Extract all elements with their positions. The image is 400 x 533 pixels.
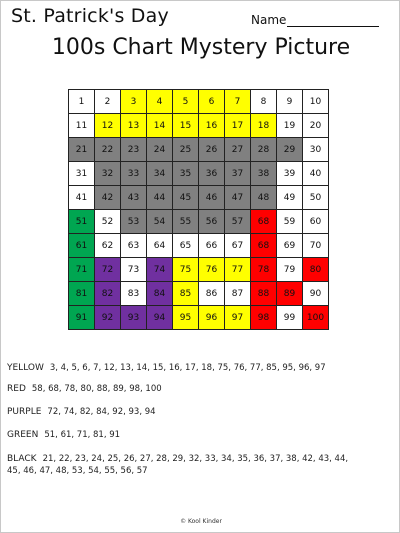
- grid-cell: 54: [147, 210, 173, 234]
- grid-cell: 14: [147, 114, 173, 138]
- grid-cell: 98: [251, 306, 277, 330]
- grid-cell: 74: [147, 258, 173, 282]
- grid-cell: 2: [95, 90, 121, 114]
- grid-cell: 35: [173, 162, 199, 186]
- name-label: Name: [251, 13, 287, 27]
- grid-cell: 73: [121, 258, 147, 282]
- grid-cell: 44: [147, 186, 173, 210]
- legend-yellow-label: YELLOW: [7, 363, 44, 373]
- grid-cell: 48: [251, 186, 277, 210]
- grid-cell: 49: [277, 186, 303, 210]
- grid-cell: 94: [147, 306, 173, 330]
- legend-purple-label: PURPLE: [7, 407, 42, 417]
- grid-cell: 7: [225, 90, 251, 114]
- grid-cell: 40: [303, 162, 329, 186]
- grid-cell: 24: [147, 138, 173, 162]
- grid-cell: 72: [95, 258, 121, 282]
- grid-cell: 86: [199, 282, 225, 306]
- page-title-line1: St. Patrick's Day: [11, 5, 169, 27]
- grid-cell: 1: [69, 90, 95, 114]
- grid-cell: 85: [173, 282, 199, 306]
- grid-cell: 68: [251, 234, 277, 258]
- grid-cell: 3: [121, 90, 147, 114]
- page-title-line2: 100s Chart Mystery Picture: [51, 35, 351, 60]
- grid-cell: 11: [69, 114, 95, 138]
- grid-cell: 57: [225, 210, 251, 234]
- grid-cell: 55: [173, 210, 199, 234]
- grid-cell: 41: [69, 186, 95, 210]
- legend-black-label: BLACK: [7, 454, 37, 464]
- grid-cell: 92: [95, 306, 121, 330]
- legend-red-label: RED: [7, 384, 26, 394]
- grid-cell: 6: [199, 90, 225, 114]
- grid-cell: 34: [147, 162, 173, 186]
- grid-cell: 68: [251, 210, 277, 234]
- grid-cell: 93: [121, 306, 147, 330]
- grid-cell: 53: [121, 210, 147, 234]
- grid-cell: 75: [173, 258, 199, 282]
- hundreds-chart-grid: [68, 89, 329, 330]
- grid-cell: 29: [277, 138, 303, 162]
- grid-cell: 39: [277, 162, 303, 186]
- grid-cell: 81: [69, 282, 95, 306]
- grid-cell: 69: [277, 234, 303, 258]
- legend-green: [7, 429, 397, 441]
- grid-cell: 31: [69, 162, 95, 186]
- grid-cell: 15: [173, 114, 199, 138]
- grid-cell: 12: [95, 114, 121, 138]
- grid-cell: 64: [147, 234, 173, 258]
- grid-cell: 9: [277, 90, 303, 114]
- legend-yellow-values: 3, 4, 5, 6, 7, 12, 13, 14, 15, 16, 17, 18, 75, 76, 77, 85, 95, 96, 97: [49, 363, 326, 373]
- grid-cell: 59: [277, 210, 303, 234]
- grid-cell: 51: [69, 210, 95, 234]
- grid-cell: 66: [199, 234, 225, 258]
- grid-cell: 80: [303, 258, 329, 282]
- grid-cell: 97: [225, 306, 251, 330]
- grid-cell: 76: [199, 258, 225, 282]
- legend-purple-values: 72, 74, 82, 84, 92, 93, 94: [47, 407, 156, 417]
- grid-cell: 71: [69, 258, 95, 282]
- grid-cell: 28: [251, 138, 277, 162]
- grid-cell: 21: [69, 138, 95, 162]
- grid-cell: 23: [121, 138, 147, 162]
- grid-cell: 88: [251, 282, 277, 306]
- grid-cell: 62: [95, 234, 121, 258]
- grid-cell: 63: [121, 234, 147, 258]
- grid-cell: 19: [277, 114, 303, 138]
- name-line: [287, 26, 379, 27]
- grid-cell: 8: [251, 90, 277, 114]
- footer-credit: © Kool Kinder: [180, 518, 222, 525]
- grid-cell: 13: [121, 114, 147, 138]
- grid-cell: 16: [199, 114, 225, 138]
- grid-cell: 87: [225, 282, 251, 306]
- grid-cell: 99: [277, 306, 303, 330]
- grid-cell: 56: [199, 210, 225, 234]
- grid-cell: 4: [147, 90, 173, 114]
- grid-cell: 46: [199, 186, 225, 210]
- legend-yellow: [7, 362, 397, 374]
- grid-cell: 20: [303, 114, 329, 138]
- grid-cell: 77: [225, 258, 251, 282]
- grid-cell: 82: [95, 282, 121, 306]
- legend-red-values: 58, 68, 78, 80, 88, 89, 98, 100: [31, 384, 162, 394]
- grid-cell: 10: [303, 90, 329, 114]
- grid-cell: 38: [251, 162, 277, 186]
- legend-black: [7, 453, 359, 477]
- grid-cell: 25: [173, 138, 199, 162]
- grid-cell: 33: [121, 162, 147, 186]
- grid-cell: 95: [173, 306, 199, 330]
- grid-cell: 43: [121, 186, 147, 210]
- grid-cell: 90: [303, 282, 329, 306]
- legend-green-values: 51, 61, 71, 81, 91: [44, 430, 121, 440]
- grid-cell: 5: [173, 90, 199, 114]
- legend-green-label: GREEN: [7, 430, 39, 440]
- grid-cell: 52: [95, 210, 121, 234]
- grid-cell: 47: [225, 186, 251, 210]
- grid-cell: 79: [277, 258, 303, 282]
- grid-cell: 91: [69, 306, 95, 330]
- grid-cell: 100: [303, 306, 329, 330]
- grid-cell: 78: [251, 258, 277, 282]
- grid-cell: 61: [69, 234, 95, 258]
- grid-cell: 89: [277, 282, 303, 306]
- grid-cell: 83: [121, 282, 147, 306]
- grid-cell: 50: [303, 186, 329, 210]
- grid-cell: 65: [173, 234, 199, 258]
- grid-cell: 32: [95, 162, 121, 186]
- grid-cell: 30: [303, 138, 329, 162]
- grid-cell: 18: [251, 114, 277, 138]
- grid-cell: 22: [95, 138, 121, 162]
- grid-cell: 26: [199, 138, 225, 162]
- grid-cell: 36: [199, 162, 225, 186]
- grid-cell: 84: [147, 282, 173, 306]
- legend-red: [7, 383, 397, 395]
- grid-cell: 45: [173, 186, 199, 210]
- grid-cell: 17: [225, 114, 251, 138]
- legend-black-values: 21, 22, 23, 24, 25, 26, 27, 28, 29, 32, 33, 34, 35, 36, 37, 38, 42, 43, 44, 45, 46, 47, 48, 53, 54, 55, 56, 57: [7, 454, 349, 476]
- grid-cell: 27: [225, 138, 251, 162]
- grid-cell: 96: [199, 306, 225, 330]
- grid-cell: 70: [303, 234, 329, 258]
- grid-cell: 37: [225, 162, 251, 186]
- grid-cell: 67: [225, 234, 251, 258]
- grid-cell: 60: [303, 210, 329, 234]
- legend-purple: [7, 406, 397, 418]
- grid-cell: 42: [95, 186, 121, 210]
